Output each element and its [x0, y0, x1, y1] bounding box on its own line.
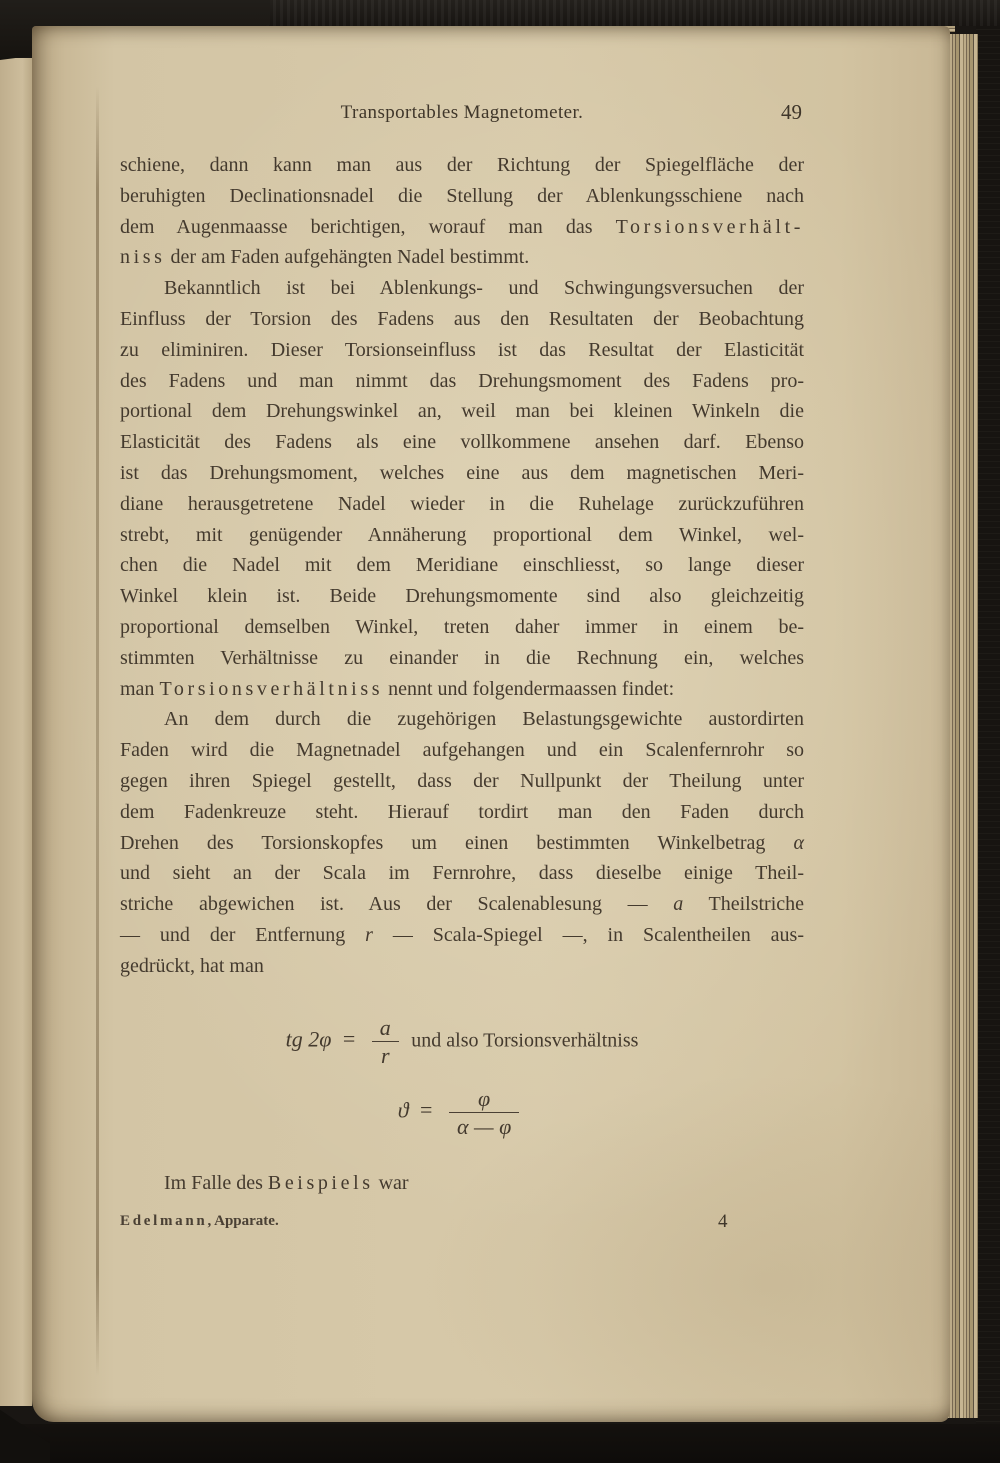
formula-lhs: tg 2φ: [285, 1026, 332, 1052]
fraction-numerator: φ: [449, 1087, 519, 1113]
equals-sign: =: [342, 1026, 354, 1052]
text-run: proportional demselben Winkel, treten daher immer in einem be-: [120, 615, 804, 638]
emphasized-text: Beispiels: [267, 1171, 374, 1194]
fraction: [449, 1087, 519, 1138]
text-run: zu eliminiren. Dieser Torsionseinfluss ist das Resultat der Elasticität: [120, 338, 804, 361]
text-line: [120, 489, 804, 520]
text-line: [120, 242, 804, 273]
text-line: [120, 704, 804, 735]
paragraph: [120, 273, 804, 704]
text-line: [120, 674, 804, 705]
emphasized-text: Edelmann: [120, 1212, 208, 1229]
text-run: Theilstriche: [683, 893, 805, 916]
text-line: [120, 150, 804, 181]
text-line: [120, 550, 804, 581]
text-line: [120, 828, 804, 859]
math-variable: α: [793, 831, 804, 854]
text-line: [120, 427, 804, 458]
text-run: chen die Nadel mit dem Meridiane einschliesst, so lange dieser: [120, 554, 804, 577]
text-line: [120, 920, 804, 951]
text-run: — Scala-Spiegel —, in Scalentheilen aus-: [372, 923, 804, 946]
text-run: diane herausgetretene Nadel wieder in die Ruhelage zurückzuführen: [120, 492, 804, 515]
gutter-shadow: [96, 86, 99, 1376]
text-run: schiene, dann kann man aus der Richtung der Spiegelfläche der: [120, 154, 804, 176]
page-content: [120, 26, 804, 1237]
footer-signature: [120, 1213, 804, 1230]
text-line: [120, 612, 804, 643]
page-stack-edges-right: [946, 34, 978, 1418]
page-header: [120, 102, 804, 130]
text-run: gedrückt, hat man: [120, 954, 264, 977]
emphasized-text: niss: [120, 246, 166, 269]
text-line: [120, 735, 804, 766]
text-line: [120, 181, 804, 212]
text-line: [120, 889, 804, 920]
text-run: stimmten Verhältnisse zu einander in die Rechnung ein, welches: [120, 646, 804, 669]
body-text: [120, 150, 804, 982]
text-line: [120, 396, 804, 427]
left-page-edge: [0, 58, 32, 1406]
running-title: Transportables Magnetometer.: [340, 102, 584, 123]
text-run: gegen ihren Spiegel gestellt, dass der Nullpunkt der Theilung unter: [120, 769, 804, 792]
closing-line: [120, 1168, 804, 1199]
text-run: Winkel klein ist. Beide Drehungsmomente sind also gleichzeitig: [120, 585, 804, 608]
text-line: [120, 797, 804, 828]
emphasized-text: Torsionsverhältniss: [159, 677, 384, 700]
text-line: [120, 212, 804, 243]
text-line: [120, 458, 804, 489]
text-run: der am Faden aufgehängten Nadel bestimmt.: [165, 246, 530, 269]
text-run: beruhigten Declinationsnadel die Stellung der Ablenkungsschiene nach: [120, 184, 804, 207]
text-run: und sieht an der Scala im Fernrohre, dass dieselbe einige Theil-: [120, 862, 804, 885]
fraction-denominator: α — φ: [456, 1113, 512, 1139]
text-line: [120, 951, 804, 982]
background-bottom-edge: [0, 1424, 1000, 1463]
emphasized-text: Torsionsverhält-: [615, 215, 804, 238]
text-run: strebt, mit genügender Annäherung proportional dem Winkel, wel-: [120, 523, 804, 546]
text-run: — und der Entfernung: [120, 923, 366, 946]
text-run: portional dem Drehungswinkel an, weil man bei kleinen Winkeln die: [120, 400, 804, 423]
text-run: Bekanntlich ist bei Ablenkungs- und Schwingungsversuchen der: [164, 277, 804, 300]
math-variable: r: [365, 923, 373, 946]
paragraph: [120, 704, 804, 981]
text-run: man: [120, 677, 160, 700]
text-line: [120, 366, 804, 397]
background-right-edge: [976, 0, 1000, 1463]
text-run: Im Falle des: [164, 1171, 268, 1194]
closing-paragraph: [120, 1168, 804, 1199]
text-run: war: [373, 1171, 409, 1194]
text-run: des Fadens und man nimmt das Drehungsmoment des Fadens pro-: [120, 369, 804, 392]
text-run: An dem durch die zugehörigen Belastungsgewichte austordirten: [164, 708, 804, 731]
text-line: [120, 304, 804, 335]
text-run: Elasticität des Fadens als eine vollkommene ansehen darf. Ebenso: [120, 431, 804, 454]
formula-lhs: ϑ: [397, 1097, 409, 1123]
text-run: Faden wird die Magnetnadel aufgehangen und ein Scalenfernrohr so: [120, 739, 804, 762]
math-variable: a: [673, 893, 684, 916]
text-run: Einfluss der Torsion des Fadens aus den Resultaten der Beobachtung: [120, 307, 804, 330]
formula-tangent: [120, 1016, 804, 1067]
fraction-denominator: r: [381, 1042, 390, 1068]
equals-sign: =: [420, 1097, 431, 1123]
fraction-numerator: a: [372, 1016, 399, 1042]
paragraph: [120, 150, 804, 273]
book-page: [32, 26, 950, 1422]
fraction: [372, 1016, 399, 1067]
page-number: 49: [781, 100, 802, 124]
text-line: [120, 766, 804, 797]
page-footer: [120, 1210, 804, 1237]
formula-torsion-ratio: [120, 1087, 804, 1138]
text-run: dem Fadenkreuze steht. Hierauf tordirt man den Faden durch: [120, 800, 804, 823]
text-line: [120, 335, 804, 366]
text-line: [120, 581, 804, 612]
text-run: ist das Drehungsmoment, welches eine aus dem magnetischen Meri-: [120, 461, 804, 484]
text-line: [120, 858, 804, 889]
signature-mark: 4: [718, 1210, 728, 1232]
text-run: Drehen des Torsionskopfes um einen bestimmten Winkelbetrag: [120, 831, 794, 854]
text-run: dem Augenmaasse berichtigen, worauf man das: [120, 215, 616, 238]
text-line: [120, 643, 804, 674]
text-run: nennt und folgendermaassen findet:: [383, 677, 675, 700]
text-run: , Apparate.: [207, 1212, 279, 1229]
text-run: striche abgewichen ist. Aus der Scalenablesung —: [120, 893, 674, 916]
text-line: [120, 520, 804, 551]
formula-annotation: und also Torsionsverhältniss: [411, 1029, 639, 1052]
text-line: [120, 273, 804, 304]
